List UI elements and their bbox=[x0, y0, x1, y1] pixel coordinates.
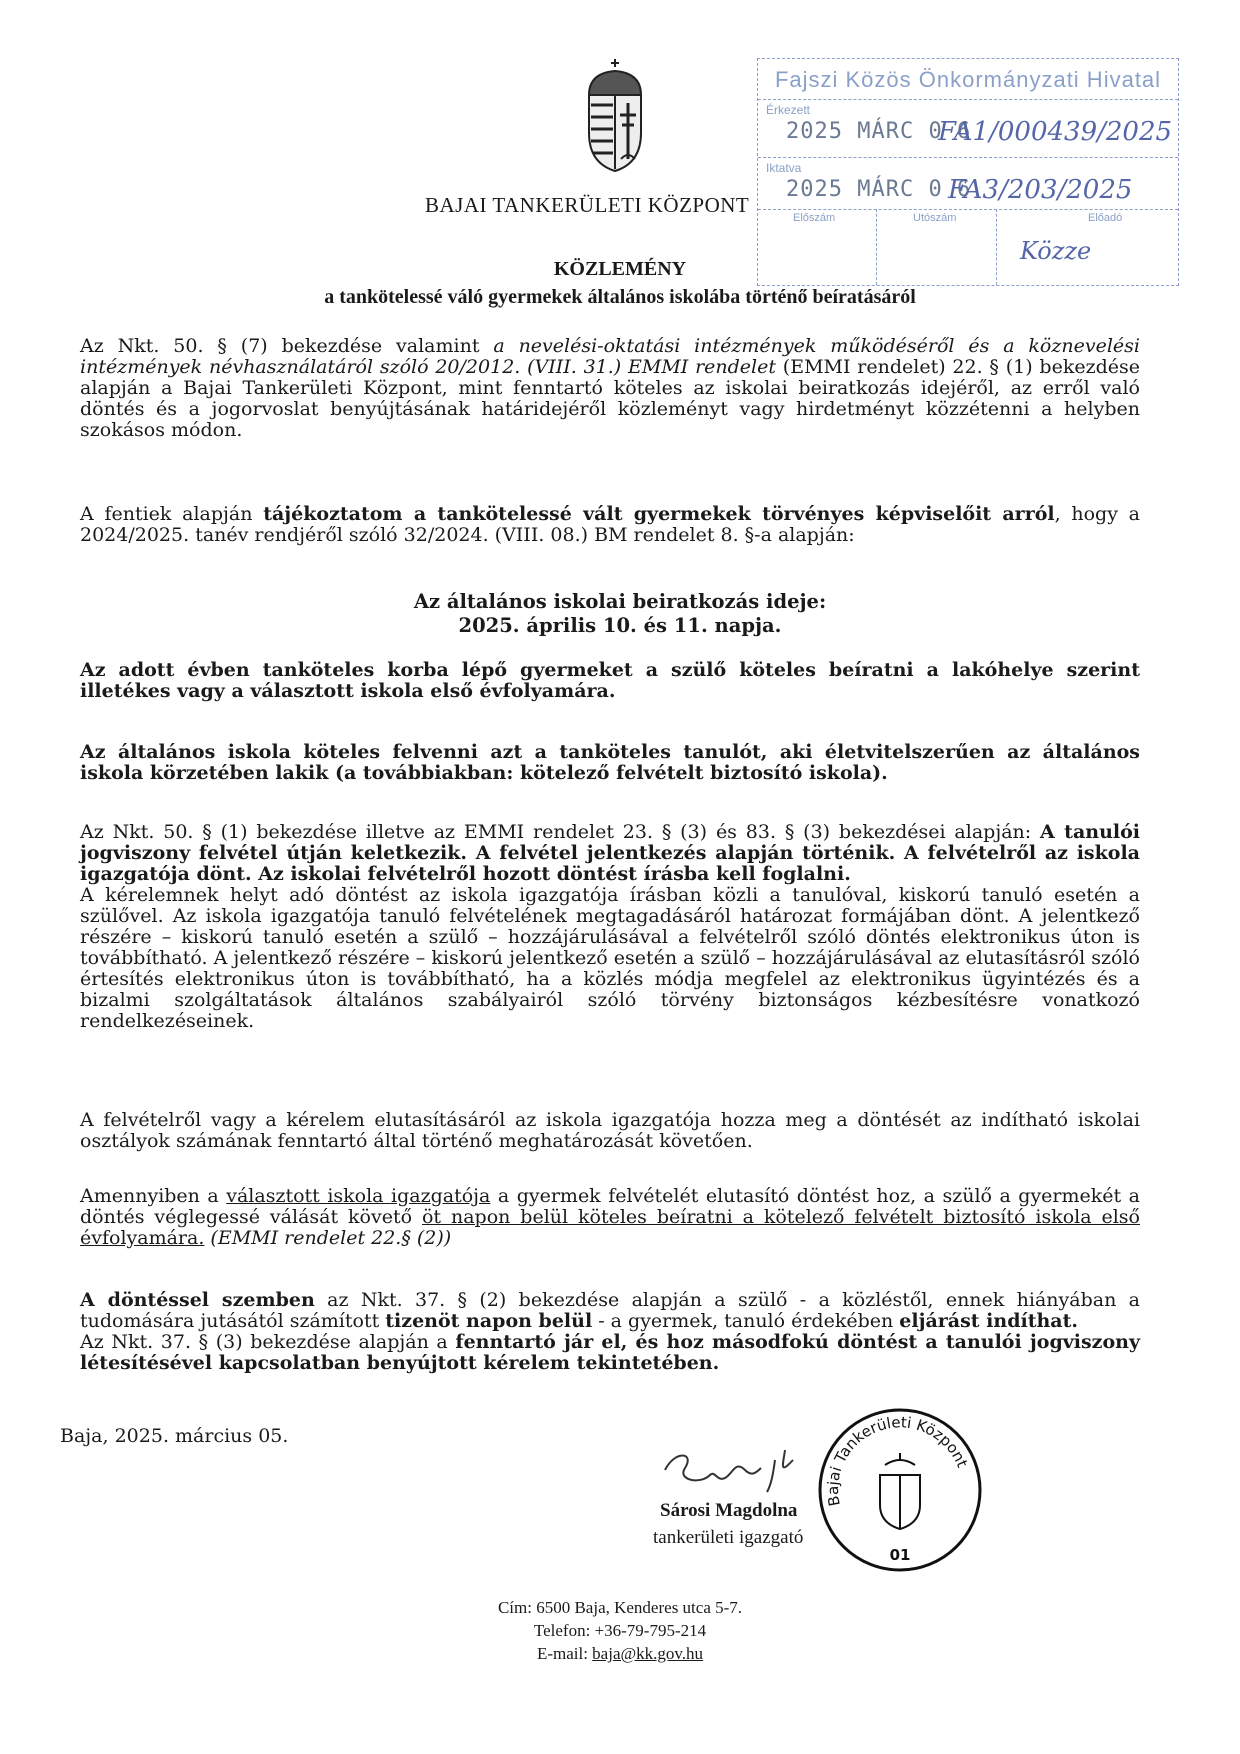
p5-text-c: A kérelemnek helyt adó döntést az iskola igazgatója írásban közli a tanulóval, kiskorú tanuló esetén a szülővel. Az iskola igazgatója tanuló felvételének megtagadásáról határozat formájában dönt. A jelentkező részére – kiskorú tanuló esetén a szülő – hozzájárulásával a felvételről szóló döntés elektronikus úton is továbbítható. A jelentkező részére – kiskorú jelentkező esetén a szülő – hozzájárulásával az elutasításról szóló értesítés elektronikus úton is továbbítható, ha a közlés módja megfelel az elektronikus ügyintézés és a bizalmi szolgáltatások általános szabályairól szóló törvény biztonságos kézbesítésre vonatkozó rendelkezéseinek. bbox=[80, 884, 1140, 1032]
stamp-col3-label: Előadó bbox=[1088, 212, 1123, 224]
p8-text-bold-3: eljárást indíthat. bbox=[899, 1310, 1079, 1332]
p2-text-a: A fentiek alapján bbox=[80, 503, 264, 525]
p8-text-bold-4: fenntartó jár el, és hoz másodfokú döntést a tanulói jogviszony létesítésével kapcsolatban benyújtott kérelem tekintetében. bbox=[80, 1331, 1141, 1374]
stamp-handler: Közze bbox=[1020, 237, 1092, 265]
paragraph-parent-obligation: Az adott évben tanköteles korba lépő gyermeket a szülő köteles beíratni a lakóhelye szerint illetékes vagy a választott iskola első évfolyamára. bbox=[80, 659, 1140, 702]
registration-stamp bbox=[757, 58, 1179, 286]
p7-text-italic: (EMMI rendelet 22.§ (2)) bbox=[204, 1227, 452, 1249]
paragraph-rejection bbox=[80, 1186, 1140, 1249]
date-line: Baja, 2025. március 05. bbox=[60, 1425, 289, 1447]
paragraph-legal-remedy bbox=[80, 1290, 1140, 1374]
footer-phone: Telefon: +36-79-795-214 bbox=[533, 1621, 707, 1640]
paragraph-admission bbox=[80, 822, 1140, 1032]
p7-text-underline-1: választott iskola igazgatója bbox=[226, 1185, 491, 1207]
p2-text-bold: tájékoztatom a tankötelessé vált gyermekek törvényes képviselőit arról bbox=[263, 503, 1055, 525]
signatory-title: tankerületi igazgató bbox=[653, 1527, 804, 1548]
p5-text-a: Az Nkt. 50. § (1) bekezdése illetve az EMMI rendelet 23. § (3) és 83. § (3) bekezdései alapján: bbox=[80, 821, 1041, 843]
p1-text-a: Az Nkt. 50. § (7) bekezdése valamint bbox=[80, 335, 494, 357]
signatory-name: Sárosi Magdolna bbox=[660, 1500, 798, 1521]
round-stamp-text: Bajai Tankerületi Központ bbox=[823, 1413, 972, 1508]
p7-text-a: Amennyiben a bbox=[80, 1185, 227, 1207]
paragraph-legal-basis bbox=[80, 336, 1140, 441]
organization-name: BAJAI TANKERÜLETI KÖZPONT bbox=[425, 193, 750, 217]
paragraph-information bbox=[80, 504, 1140, 546]
stamp-filed-label: Iktatva bbox=[766, 161, 802, 175]
paragraph-decision-timing: A felvételről vagy a kérelem elutasításáról az iskola igazgatója hozza meg a döntését az indítható iskolai osztályok számának fenntartó által történő meghatározását követően. bbox=[80, 1109, 1140, 1152]
document-title: KÖZLEMÉNY bbox=[553, 258, 687, 280]
stamp-office: Fajszi Közös Önkormányzati Hivatal bbox=[774, 67, 1162, 92]
official-round-stamp bbox=[815, 1405, 985, 1575]
document-subtitle: a tankötelessé váló gyermekek általános iskolába történő beíratásáról bbox=[324, 286, 916, 308]
paragraph-school-obligation: Az általános iskola köteles felvenni azt a tanköteles tanulót, aki életvitelszerűen az általános iskola körzetében lakik (a továbbiakban: kötelező felvételt biztosító iskola). bbox=[80, 741, 1140, 784]
stamp-filed-date: 2025 MÁRC 0 6 bbox=[786, 177, 972, 202]
stamp-received-date: 2025 MÁRC 0 6 bbox=[786, 119, 972, 144]
footer-email-line bbox=[0, 1643, 1240, 1665]
enrollment-dates: 2025. április 10. és 11. napja. bbox=[458, 614, 782, 637]
coat-of-arms-icon bbox=[575, 55, 655, 175]
footer-email-label: E-mail: bbox=[536, 1644, 593, 1663]
p8-text-bold-2: tizenöt napon belül bbox=[385, 1310, 593, 1332]
p8-text-f: Az Nkt. 37. § (3) bekezdése alapján a bbox=[80, 1331, 456, 1353]
p2-text-c: , hogy a 2024/2025. tanév rendjéről szóló 32/2024. (VIII. 08.) BM rendelet 8. §-a alapján: bbox=[80, 503, 1140, 546]
stamp-col1-label: Előszám bbox=[793, 212, 836, 224]
footer-address: Cím: 6500 Baja, Kenderes utca 5-7. bbox=[497, 1598, 743, 1617]
round-stamp-number: 01 bbox=[889, 1546, 911, 1564]
stamp-col2-label: Utószám bbox=[913, 212, 957, 224]
stamp-received-number: FA1/000439/2025 bbox=[938, 117, 1173, 147]
footer-email-link[interactable]: baja@kk.gov.hu bbox=[592, 1644, 704, 1663]
p7-text-c: a gyermek felvételét elutasító döntést hoz, a szülő a gyermekét a döntés véglegessé válását követő bbox=[80, 1185, 1140, 1228]
enrollment-heading: Az általános iskolai beiratkozás ideje: bbox=[413, 590, 827, 613]
p8-text-bold-1: A döntéssel szemben bbox=[80, 1289, 315, 1311]
p5-text-bold: A tanulói jogviszony felvétel útján keletkezik. A felvétel jelentkezés alapján történik. A felvételről az iskola igazgatója dönt. Az iskolai felvételről hozott döntést írásba kell foglalni. bbox=[80, 821, 1140, 885]
stamp-received-label: Érkezett bbox=[766, 103, 811, 117]
p1-text-c: (EMMI rendelet) 22. § (1) bekezdése alapján a Bajai Tankerületi Központ, mint fenntartó köteles az iskolai beiratkozás idejéről, az erről való döntés és a jogorvoslat benyújtásának határidejéről közleményt vagy hirdetményt közzétenni a helyben szokásos módon. bbox=[80, 356, 1140, 441]
p7-text-underline-2: öt napon belül köteles beíratni a kötelező felvételt biztosító iskola első évfolyamára. bbox=[80, 1206, 1140, 1249]
p1-text-italic: a nevelési-oktatási intézmények működéséről és a köznevelési intézmények névhasználatáról szóló 20/2012. (VIII. 31.) EMMI rendelet bbox=[80, 335, 1140, 378]
p8-text-b: az Nkt. 37. § (2) bekezdése alapján a szülő - a közléstől, ennek hiányában a tudomására jutásától számított bbox=[80, 1289, 1140, 1332]
stamp-filed-number: FA3/203/2025 bbox=[948, 175, 1133, 205]
p8-text-d: - a gyermek, tanuló érdekében bbox=[592, 1310, 900, 1332]
